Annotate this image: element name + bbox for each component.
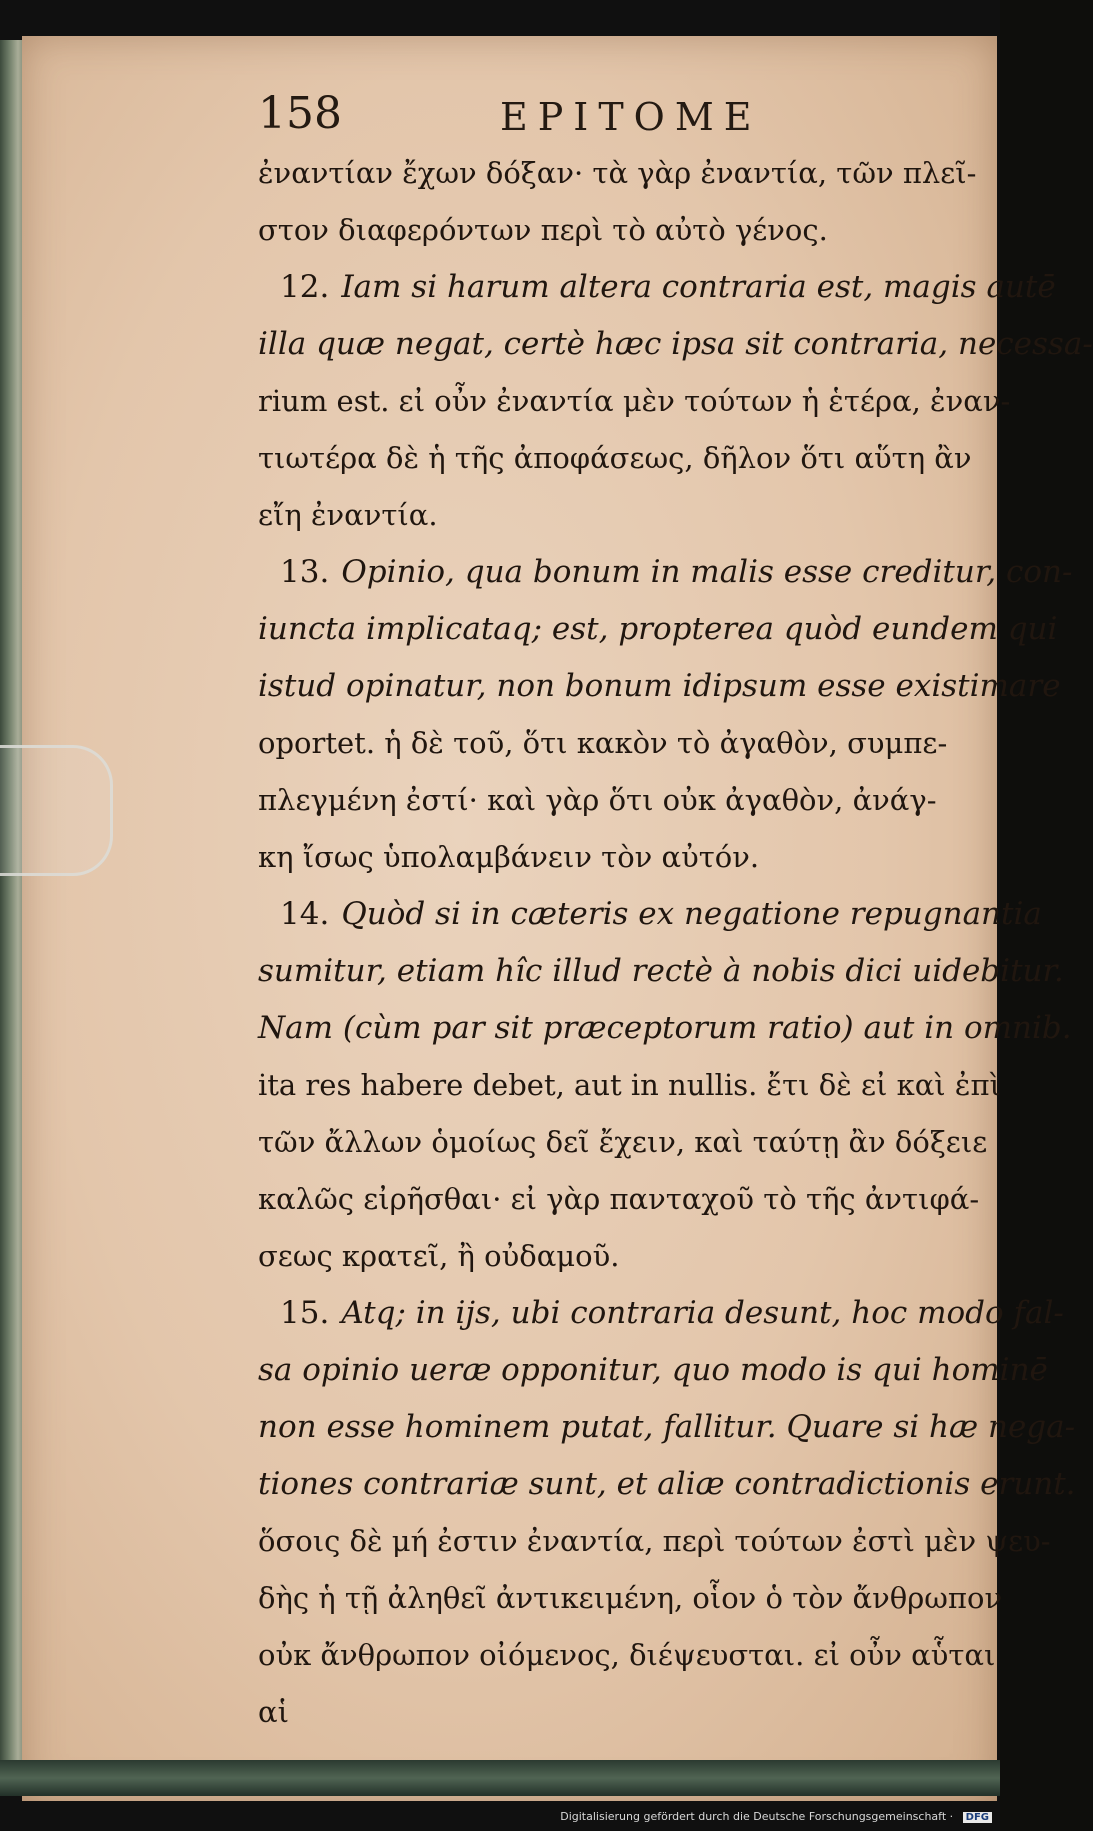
page-clip (0, 745, 113, 876)
text-line (258, 145, 977, 202)
text-line (258, 886, 1042, 943)
text-line (258, 259, 1056, 316)
line-text: ἐναντίαν ἔχων δόξαν· τὰ γὰρ ἐναντία, τῶν πλεῖ- (258, 156, 977, 190)
text-line (258, 601, 1058, 658)
text-line (258, 1513, 1051, 1570)
text-line (258, 943, 1064, 1000)
line-text: oportet. ἡ δὲ τοῦ, ὅτι κακὸν τὸ ἀγαθὸν, συμπε- (258, 726, 948, 760)
line-text: δὴς ἡ τῇ ἀληθεῖ ἀντικειμένη, οἷον ὁ τὸν ἄνθρωπον (258, 1581, 1003, 1615)
line-text: ὅσοις δὲ μή ἐστιν ἐναντία, περὶ τούτων ἐστὶ μὲν ψευ- (258, 1524, 1051, 1558)
line-text: sa opinio ueræ opponitur, quo modo is qui hominē (258, 1352, 1048, 1388)
line-text: non esse hominem putat, fallitur. Quare si hæ nega- (258, 1409, 1076, 1445)
line-text: tiones contrariæ sunt, et aliæ contradictionis erunt. (258, 1466, 1076, 1502)
line-text: Atq; in ijs, ubi contraria desunt, hoc modo fal- (341, 1295, 1064, 1331)
text-line (258, 1342, 1048, 1399)
line-text: Iam si harum altera contraria est, magis autē (341, 269, 1056, 305)
text-line (258, 1399, 1076, 1456)
text-line (258, 430, 972, 487)
running-head: EPITOME (500, 95, 762, 139)
text-line (258, 1456, 1076, 1513)
line-text: ita res habere debet, aut in nullis. ἔτι δὲ εἰ καὶ ἐπὶ (258, 1068, 1001, 1102)
text-line (258, 829, 958, 886)
text-line (258, 1057, 1001, 1114)
text-line (258, 1627, 996, 1684)
section-number: 15. (280, 1295, 330, 1331)
line-text: καλῶς εἰρῆσθαι· εἰ γὰρ πανταχοῦ τὸ τῆς ἀντιφά- (258, 1182, 980, 1216)
text-block (258, 145, 1093, 1741)
line-text: στον διαφερόντων περὶ τὸ αὐτὸ γένος. (258, 213, 828, 247)
line-text: Opinio, qua bonum in malis esse creditur, con- (341, 554, 1073, 590)
text-line (258, 316, 1093, 373)
dfg-logo: DFG (963, 1812, 992, 1823)
text-line (258, 658, 1061, 715)
line-text: σεως κρατεῖ, ἢ οὐδαμοῦ. (258, 1239, 620, 1273)
credit-text: Digitalisierung gefördert durch die Deutsche Forschungsgemeinschaft · (560, 1810, 954, 1823)
line-text: istud opinatur, non bonum idipsum esse existimare (258, 668, 1061, 704)
text-line (258, 1285, 1064, 1342)
text-line (258, 1228, 958, 1285)
line-text: πλεγμένη ἐστί· καὶ γὰρ ὅτι οὐκ ἀγαθὸν, ἀνάγ- (258, 783, 937, 817)
section-number: 14. (280, 896, 330, 932)
page-number: 158 (258, 88, 342, 139)
text-line (258, 1570, 1003, 1627)
section-number: 12. (280, 269, 330, 305)
text-line (258, 715, 958, 772)
book-cover-edge (0, 1760, 1000, 1796)
line-text: οὐκ ἄνθρωπον οἰόμενος, διέψευσται. εἰ οὖν αὗται (258, 1638, 996, 1672)
line-text: εἴη ἐναντία. (258, 498, 438, 532)
line-text: rium est. εἰ οὖν ἐναντία μὲν τούτων ἡ ἑτέρα, ἐναν- (258, 384, 1011, 418)
text-line (258, 487, 958, 544)
line-text: Quòd si in cæteris ex negatione repugnantia (341, 896, 1042, 932)
text-line (258, 373, 1011, 430)
line-text: illa quæ negat, certè hæc ipsa sit contraria, necessa- (258, 326, 1093, 362)
digitization-credit (560, 1810, 992, 1823)
text-line (258, 772, 958, 829)
text-line (258, 1171, 980, 1228)
text-line (258, 544, 1073, 601)
line-text: τῶν ἄλλων ὁμοίως δεῖ ἔχειν, καὶ ταύτῃ ἂν δόξειε (258, 1125, 988, 1159)
text-line (258, 1000, 1072, 1057)
line-text: τιωτέρα δὲ ἡ τῆς ἀποφάσεως, δῆλον ὅτι αὕτη ἂν (258, 441, 972, 475)
text-line (258, 202, 958, 259)
line-text: Nam (cùm par sit præceptorum ratio) aut in omnib. (258, 1010, 1072, 1046)
line-text: iuncta implicataq; est, propterea quòd eundem qui (258, 611, 1058, 647)
text-line (258, 1684, 958, 1741)
line-text: κη ἴσως ὑπολαμβάνειν τὸν αὐτόν. (258, 840, 760, 874)
section-number: 13. (280, 554, 330, 590)
line-text: sumitur, etiam hîc illud rectè à nobis dici uidebitur. (258, 953, 1064, 989)
text-line (258, 1114, 988, 1171)
line-text: αἱ (258, 1695, 289, 1729)
